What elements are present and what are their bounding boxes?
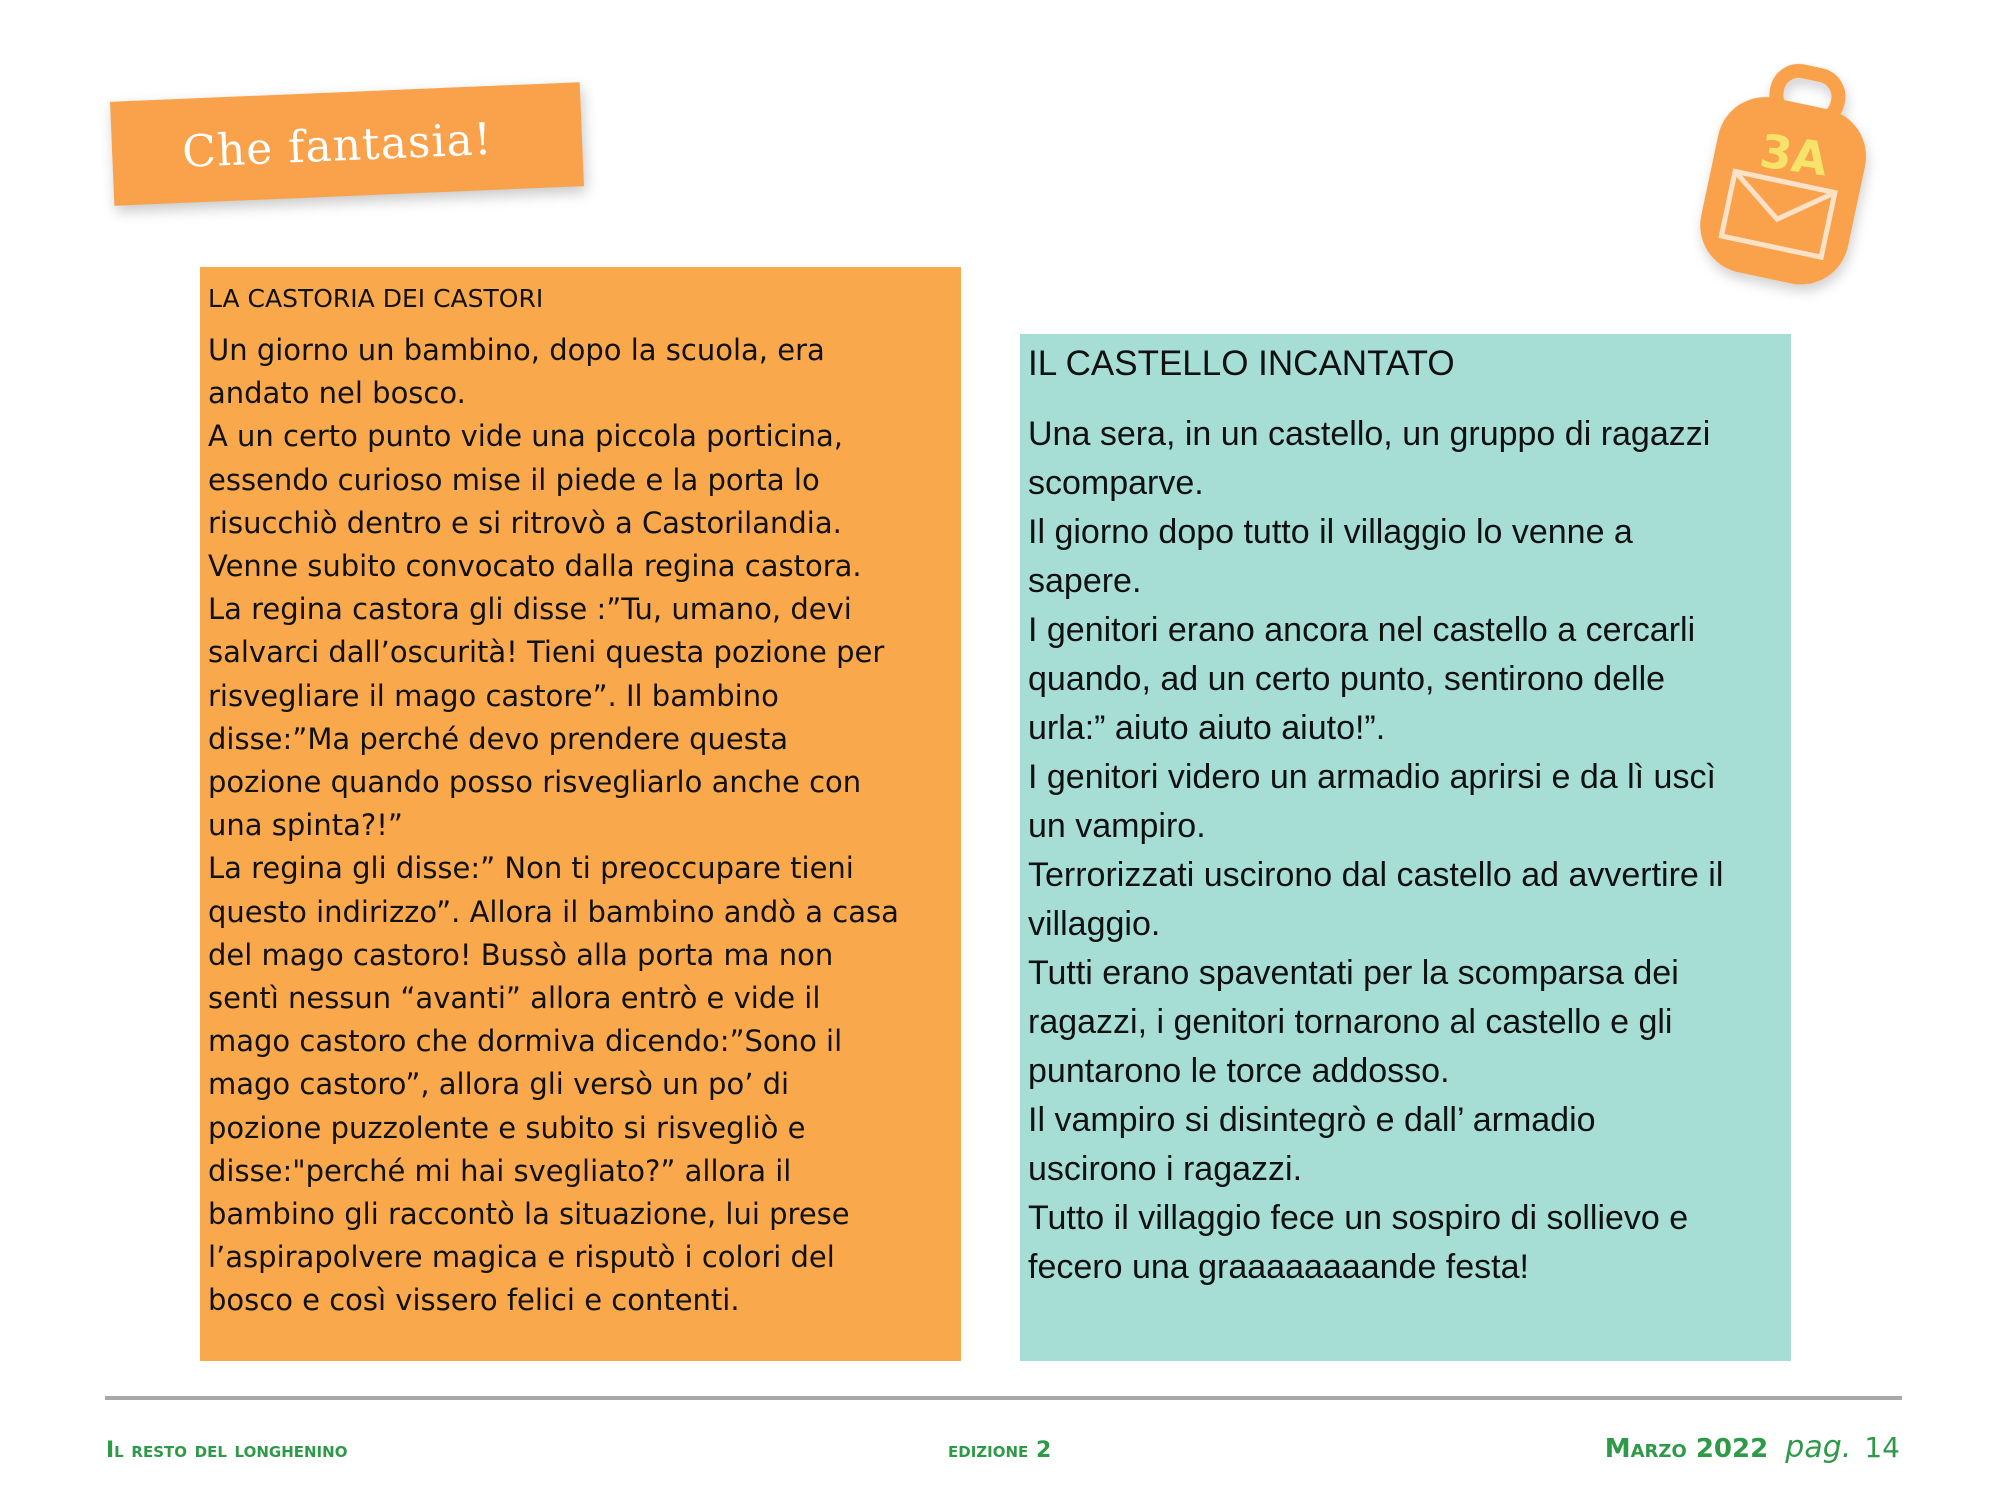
- story-line: Tutti erano spaventati per la scomparsa dei: [1028, 954, 1679, 992]
- story-body: [1028, 410, 1783, 1292]
- newspaper-name: Il resto del longhenino: [106, 1438, 348, 1463]
- story-line: ragazzi, i genitori tornarono al castello e gli: [1028, 1003, 1673, 1041]
- story-line: urla:” aiuto aiuto aiuto!”.: [1028, 709, 1386, 747]
- story-line: Un giorno un bambino, dopo la scuola, era: [208, 333, 825, 367]
- story-line: salvarci dall’oscurità! Tieni questa pozione per: [208, 635, 885, 670]
- story-line: un vampiro.: [1028, 807, 1206, 845]
- class-badge: [1680, 62, 1890, 302]
- section-tab: [110, 82, 584, 206]
- story-line: disse:”Ma perché devo prendere questa: [208, 721, 789, 756]
- story-line: pozione puzzolente e subito si risvegliò e: [208, 1110, 806, 1145]
- story-line: risvegliare il mago castore”. Il bambino: [208, 678, 779, 713]
- story-line: Il vampiro si disintegrò e dall’ armadio: [1028, 1101, 1596, 1139]
- story-line: sentì nessun “avanti” allora entrò e vide il: [208, 981, 821, 1016]
- story-line: disse:"perché mi hai svegliato?” allora il: [208, 1153, 792, 1188]
- story-line: puntarono le torce addosso.: [1028, 1052, 1450, 1090]
- story-line: pozione quando posso risvegliarlo anche con: [208, 765, 862, 800]
- story-card-castello: [1020, 334, 1791, 1361]
- story-line: bosco e così vissero felici e contenti.: [208, 1283, 740, 1318]
- story-line: mago castoro che dormiva dicendo:”Sono il: [208, 1024, 843, 1059]
- story-line: villaggio.: [1028, 905, 1161, 943]
- issue-year: 2022: [1695, 1434, 1769, 1464]
- story-line: mago castoro”, allora gli versò un po’ di: [208, 1067, 790, 1102]
- story-line: del mago castoro! Bussò alla porta ma non: [208, 937, 834, 972]
- story-line: bambino gli raccontò la situazione, lui prese: [208, 1197, 850, 1232]
- story-line: risucchiò dentro e si ritrovò a Castorilandia.: [208, 505, 842, 540]
- issue-month: Marzo: [1604, 1434, 1687, 1464]
- page-number: 14: [1864, 1431, 1900, 1464]
- story-line: scomparve.: [1028, 464, 1204, 502]
- story-line: essendo curioso mise il piede e la porta lo: [208, 462, 820, 497]
- backpack-icon: [1680, 62, 1890, 302]
- class-badge-label: 3A: [1756, 123, 1832, 187]
- story-line: La regina gli disse:” Non ti preoccupare tieni: [208, 851, 854, 886]
- story-line: La regina castora gli disse :”Tu, umano, devi: [208, 592, 852, 627]
- story-line: andato nel bosco.: [208, 376, 466, 411]
- story-line: Venne subito convocato dalla regina castora.: [208, 549, 862, 584]
- edition-label: edizione 2: [948, 1438, 1052, 1463]
- story-line: una spinta?!”: [208, 808, 403, 843]
- story-line: sapere.: [1028, 562, 1142, 600]
- story-line: A un certo punto vide una piccola porticina,: [208, 419, 844, 454]
- story-line: questo indirizzo”. Allora il bambino andò a casa: [208, 894, 899, 929]
- story-body: [208, 329, 953, 1323]
- page-label: pag.: [1785, 1430, 1852, 1465]
- story-line: fecero una graaaaaaaande festa!: [1028, 1248, 1529, 1286]
- story-line: l’aspirapolvere magica e risputò i colori del: [208, 1240, 835, 1275]
- story-title: LA CASTORIA DEI CASTORI: [208, 284, 544, 313]
- section-title: Che fantasia!: [181, 113, 494, 178]
- story-card-castoria: [200, 267, 961, 1361]
- story-line: Tutto il villaggio fece un sospiro di sollievo e: [1028, 1199, 1689, 1237]
- story-line: I genitori videro un armadio aprirsi e da lì uscì: [1028, 758, 1716, 796]
- story-line: I genitori erano ancora nel castello a cercarli: [1028, 611, 1696, 649]
- story-line: Il giorno dopo tutto il villaggio lo venne a: [1028, 513, 1633, 551]
- story-line: quando, ad un certo punto, sentirono delle: [1028, 660, 1666, 698]
- story-line: Terrorizzati uscirono dal castello ad avvertire il: [1028, 856, 1724, 894]
- footer-divider: [105, 1396, 1902, 1400]
- story-title: IL CASTELLO INCANTATO: [1028, 344, 1455, 383]
- story-line: Una sera, in un castello, un gruppo di ragazzi: [1028, 415, 1711, 453]
- issue-date: [1605, 1430, 1900, 1465]
- story-line: uscirono i ragazzi.: [1028, 1150, 1303, 1188]
